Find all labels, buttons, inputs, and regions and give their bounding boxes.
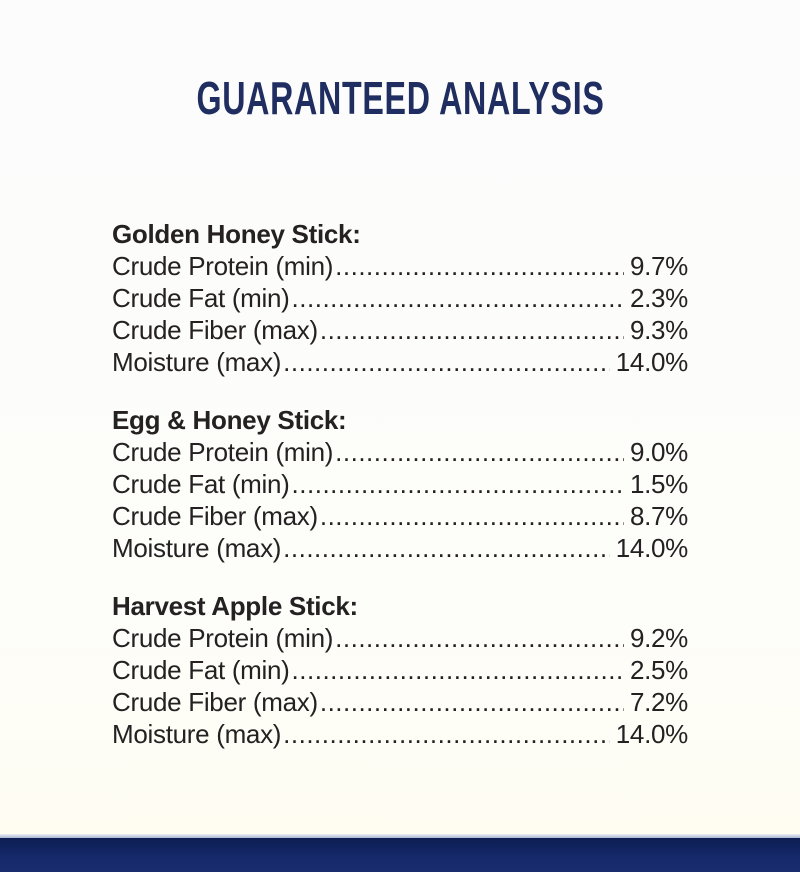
analysis-row xyxy=(112,686,688,718)
nutrient-label: Crude Protein (min) xyxy=(112,437,334,467)
nutrient-value: 9.2% xyxy=(629,623,688,653)
guaranteed-analysis-panel xyxy=(112,218,688,776)
title-area xyxy=(0,72,800,124)
section-harvest-apple-stick xyxy=(112,590,688,750)
analysis-row xyxy=(112,346,688,378)
dot-leader xyxy=(283,718,610,750)
analysis-row xyxy=(112,282,688,314)
footer-navy-bar xyxy=(0,838,800,872)
analysis-row xyxy=(112,500,688,532)
nutrient-value: 2.3% xyxy=(629,283,688,313)
dot-leader xyxy=(292,654,624,686)
analysis-row xyxy=(112,622,688,654)
nutrient-value: 14.0% xyxy=(615,719,688,749)
nutrient-value: 8.7% xyxy=(629,501,688,531)
nutrient-value: 14.0% xyxy=(615,347,688,377)
analysis-row xyxy=(112,654,688,686)
section-heading: Egg & Honey Stick: xyxy=(112,405,347,435)
analysis-row xyxy=(112,314,688,346)
nutrient-label: Crude Fat (min) xyxy=(112,655,290,685)
nutrient-value: 9.0% xyxy=(629,437,688,467)
section-heading: Golden Honey Stick: xyxy=(112,219,361,249)
nutrient-value: 9.3% xyxy=(629,315,688,345)
section-heading: Harvest Apple Stick: xyxy=(112,591,358,621)
dot-leader xyxy=(283,532,610,564)
nutrient-label: Crude Fiber (max) xyxy=(112,315,318,345)
dot-leader xyxy=(335,622,624,654)
nutrient-label: Moisture (max) xyxy=(112,719,282,749)
nutrient-label: Moisture (max) xyxy=(112,533,282,563)
analysis-row xyxy=(112,532,688,564)
analysis-row xyxy=(112,718,688,750)
nutrient-label: Crude Fat (min) xyxy=(112,283,290,313)
section-golden-honey-stick xyxy=(112,218,688,378)
analysis-row xyxy=(112,436,688,468)
page-title: GUARANTEED ANALYSIS xyxy=(195,72,605,124)
nutrient-label: Crude Protein (min) xyxy=(112,251,334,281)
dot-leader xyxy=(335,436,624,468)
dot-leader xyxy=(320,314,624,346)
nutrient-label: Crude Protein (min) xyxy=(112,623,334,653)
nutrient-value: 9.7% xyxy=(629,251,688,281)
nutrient-value: 7.2% xyxy=(629,687,688,717)
dot-leader xyxy=(283,346,610,378)
section-egg-honey-stick xyxy=(112,404,688,564)
nutrient-value: 1.5% xyxy=(629,469,688,499)
analysis-row xyxy=(112,250,688,282)
nutrient-label: Moisture (max) xyxy=(112,347,282,377)
nutrient-value: 14.0% xyxy=(615,533,688,563)
dot-leader xyxy=(335,250,624,282)
analysis-row xyxy=(112,468,688,500)
dot-leader xyxy=(292,282,624,314)
nutrient-value: 2.5% xyxy=(629,655,688,685)
dot-leader xyxy=(320,500,624,532)
nutrient-label: Crude Fiber (max) xyxy=(112,501,318,531)
nutrient-label: Crude Fat (min) xyxy=(112,469,290,499)
nutrient-label: Crude Fiber (max) xyxy=(112,687,318,717)
dot-leader xyxy=(320,686,624,718)
dot-leader xyxy=(292,468,624,500)
